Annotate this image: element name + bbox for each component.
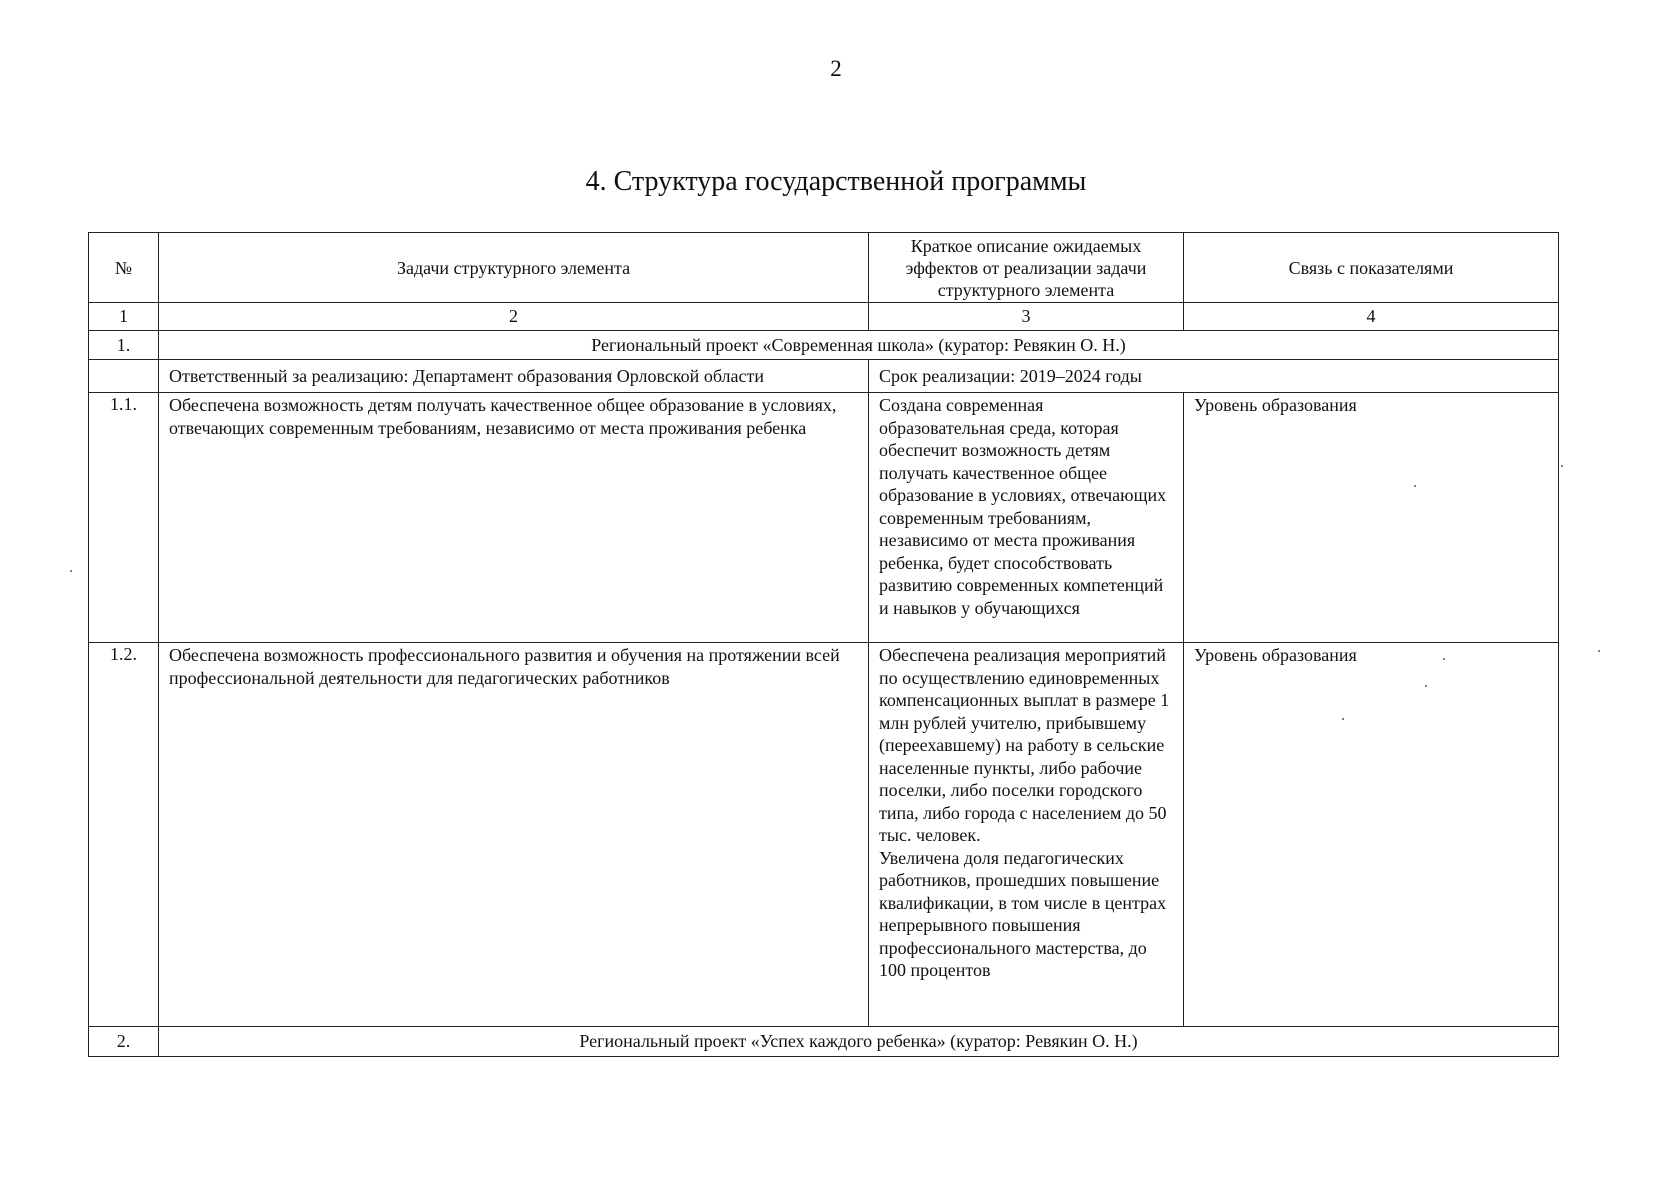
row-number: 1. xyxy=(89,331,159,360)
scan-speck xyxy=(1342,718,1344,720)
scan-speck xyxy=(1561,465,1563,467)
scan-speck xyxy=(1425,685,1427,687)
section-title: Региональный проект «Современная школа» (куратор: Ревякин О. Н.) xyxy=(159,331,1559,360)
responsible-text: Ответственный за реализацию: Департамент образования Орловской области xyxy=(159,360,869,393)
scan-speck xyxy=(70,570,72,572)
header-number: № xyxy=(89,233,159,303)
scan-speck xyxy=(1414,485,1416,487)
section-row xyxy=(89,1027,1559,1057)
scan-speck xyxy=(1443,658,1445,660)
column-numbers-row xyxy=(89,303,1559,331)
scan-speck xyxy=(1598,650,1600,652)
section-title: Региональный проект «Успех каждого ребенка» (куратор: Ревякин О. Н.) xyxy=(159,1027,1559,1057)
column-number: 1 xyxy=(89,303,159,331)
effect-text: Создана современная образовательная среда, которая обеспечит возможность детям получать качественное общее образование в условиях, отвечающих современным требованиям, независимо от места проживания ребенка, будет способствовать развитию современных компетенций и навыков у обучающихся xyxy=(869,393,1184,643)
section-row xyxy=(89,331,1559,360)
empty-cell xyxy=(89,360,159,393)
document-title: 4. Структура государственной программы xyxy=(585,166,1087,197)
effect-cell xyxy=(869,643,1184,1027)
column-number: 3 xyxy=(869,303,1184,331)
header-tasks: Задачи структурного элемента xyxy=(159,233,869,303)
header-effects: Краткое описание ожидаемых эффектов от реализации задачи структурного элемента xyxy=(869,233,1184,303)
period-text: Срок реализации: 2019–2024 годы xyxy=(869,360,1559,393)
page-number: 2 xyxy=(830,56,842,81)
header-indicators: Связь с показателями xyxy=(1184,233,1559,303)
indicator-text: Уровень образования xyxy=(1184,393,1559,643)
task-text: Обеспечена возможность профессионального развития и обучения на протяжении всей профессиональной деятельности для педагогических работников xyxy=(159,643,869,1027)
column-number: 4 xyxy=(1184,303,1559,331)
indicator-text: Уровень образования xyxy=(1184,643,1559,1027)
row-number: 1.2. xyxy=(89,643,159,1027)
task-row xyxy=(89,393,1559,643)
responsible-row xyxy=(89,360,1559,393)
column-number: 2 xyxy=(159,303,869,331)
effect-text-extra: Увеличена доля педагогических работников, прошедших повышение квалификации, в том числе в центрах непрерывного повышения профессионального мастерства, до 100 процентов xyxy=(879,847,1167,980)
program-structure-table xyxy=(88,232,1559,1057)
task-row xyxy=(89,643,1559,1027)
row-number: 2. xyxy=(89,1027,159,1057)
task-text: Обеспечена возможность детям получать качественное общее образование в условиях, отвечающих современным требованиям, независимо от места проживания ребенка xyxy=(159,393,869,643)
effect-text: Обеспечена реализация мероприятий по осуществлению единовременных компенсационных выплат в размере 1 млн рублей учителю, прибывшему (переехавшему) на работу в сельские населенные пункты, либо рабочие поселки, либо поселки городского типа, либо города с населением до 50 тыс. человек. xyxy=(879,645,1170,845)
table-header-row xyxy=(89,233,1559,303)
row-number: 1.1. xyxy=(89,393,159,643)
